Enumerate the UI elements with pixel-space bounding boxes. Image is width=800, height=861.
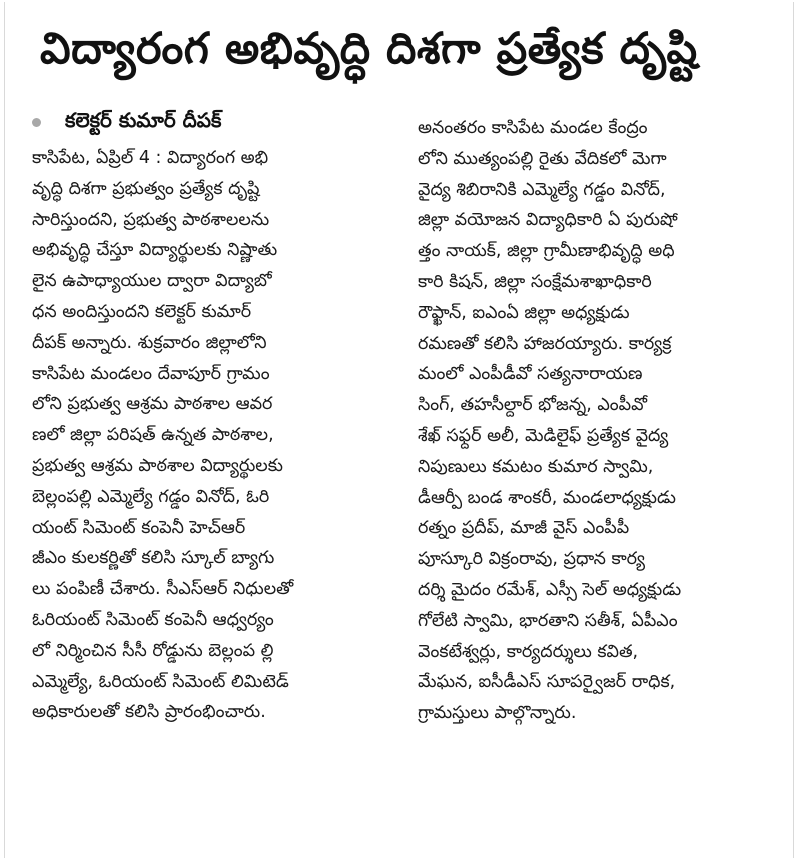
article-column-left bbox=[32, 143, 400, 728]
text-line: కాసిపేట మండలం దేవాపూర్ గ్రామం bbox=[32, 363, 270, 384]
text-line: నిపుణులు కమటం కుమార స్వామి, bbox=[418, 456, 654, 477]
text-line: కారి కిషన్, జిల్లా సంక్షేమశాఖాధికారి bbox=[418, 271, 652, 292]
text-line: గ్రామస్తులు పాల్గొన్నారు. bbox=[418, 703, 577, 724]
text-line: ప్రభుత్వ ఆశ్రమ పాఠశాల విద్యార్థులకు bbox=[32, 455, 283, 476]
text-line: లైన ఉపాధ్యాయుల ద్వారా విద్యాబో bbox=[32, 271, 272, 292]
bullet-icon bbox=[32, 118, 41, 127]
text-line: పూస్కూరి విక్రంరావు, ప్రధాన కార్య bbox=[418, 549, 646, 570]
text-line: డీఆర్పీ బండ శాంకరీ, మండలాధ్యక్షుడు bbox=[418, 487, 676, 508]
text-line: సింగ్, తహసీల్దార్ భోజన్న, ఎంపీవో bbox=[418, 395, 647, 416]
text-line: ధన అందిస్తుందని కలెక్టర్ కుమార్ bbox=[32, 301, 252, 322]
text-line: ణలో జిల్లా పరిషత్ ఉన్నత పాఠశాల, bbox=[32, 425, 274, 446]
byline-text: కలెక్టర్ కుమార్ దీపక్ bbox=[65, 107, 222, 132]
headline: విద్యారంగ అభివృద్ధి దిశగా ప్రత్యేక దృష్టి bbox=[40, 24, 698, 74]
text-line: లోని ప్రభుత్వ ఆశ్రమ పాఠశాల ఆవర bbox=[32, 394, 273, 415]
text-line: లు పంపిణీ చేశారు. సీఎస్ఆర్ నిధులతో bbox=[32, 579, 294, 600]
text-line: జీఎం కులకర్ణితో కలిసి స్కూల్ బ్యాగు bbox=[32, 548, 275, 569]
text-line: త్తం నాయక్, జిల్లా గ్రామీణాభివృద్ధి అధి bbox=[418, 241, 675, 262]
text-line: ఎమ్మెల్యే, ఓరియంట్ సిమెంట్ లిమిటెడ్ bbox=[32, 671, 289, 692]
text-line: వృద్ధి దిశగా ప్రభుత్వం ప్రత్యేక దృష్టి bbox=[32, 178, 260, 199]
text-line: శేఖ్ సఫ్దర్ అలీ, మెడిలైఫ్ ప్రత్యేక వైద్య bbox=[418, 425, 669, 446]
text-line: జిల్లా వయోజన విద్యాధికారి ఏ పురుషో bbox=[418, 210, 678, 231]
text-line: మంలో ఎంపీడీవో సత్యనారాయణ bbox=[418, 364, 643, 385]
text-line: మేఘన, ఐసీడీఎస్ సూపర్వైజర్ రాధిక, bbox=[418, 672, 676, 693]
byline bbox=[32, 108, 221, 136]
text-line: ఓరియంట్ సిమెంట్ కంపెనీ ఆధ్వర్యం bbox=[32, 609, 274, 630]
text-line: కాసిపేట, ఏప్రిల్ 4 : విద్యారంగ అభి bbox=[32, 148, 269, 168]
text-line: బెల్లంపల్లి ఎమ్మెల్యే గడ్డం వినోద్, ఓరి bbox=[32, 486, 270, 507]
text-line: గోలేటి స్వామి, భారతాని సతీశ్, ఏపీఎం bbox=[418, 610, 678, 631]
text-line: అనంతరం కాసిపేట మండల కేంద్రం bbox=[418, 118, 648, 138]
text-line: వెంకటేశ్వర్లు, కార్యదర్శులు కవిత, bbox=[418, 641, 639, 662]
text-line: అభివృద్ధి చేస్తూ విద్యార్థులకు నిష్ణాతు bbox=[32, 240, 278, 261]
text-line: దర్శి మైదం రమేశ్, ఎస్సీ సెల్ అధ్యక్షుడు bbox=[418, 579, 682, 600]
text-line: లోని ముత్యంపల్లి రైతు వేదికలో మెగా bbox=[418, 148, 667, 169]
text-line: యంట్ సిమెంట్ కంపెనీ హెచ్ఆర్ bbox=[32, 517, 246, 538]
text-line: రౌఫ్ఖాన్, ఐఎంఏ జిల్లా అధ్యక్షుడు bbox=[418, 302, 630, 323]
text-line: లో నిర్మించిన సీసీ రోడ్డును బెల్లంప ల్లి bbox=[32, 640, 274, 661]
text-line: దీపక్ అన్నారు. శుక్రవారం జిల్లాలోని bbox=[32, 332, 267, 353]
text-line: అధికారులతో కలిసి ప్రారంభించారు. bbox=[32, 702, 266, 723]
text-line: రత్నం ప్రదీప్, మాజీ వైస్ ఎంపీపీ bbox=[418, 518, 630, 539]
article-column-right bbox=[418, 113, 774, 729]
text-line: రమణతో కలిసి హాజరయ్యారు. కార్యక్ర bbox=[418, 333, 672, 354]
text-line: వైద్య శిబిరానికి ఎమ్మెల్యే గడ్డం వినోద్, bbox=[418, 179, 666, 200]
text-line: సారిస్తుందని, ప్రభుత్వ పాఠశాలలను bbox=[32, 209, 270, 230]
